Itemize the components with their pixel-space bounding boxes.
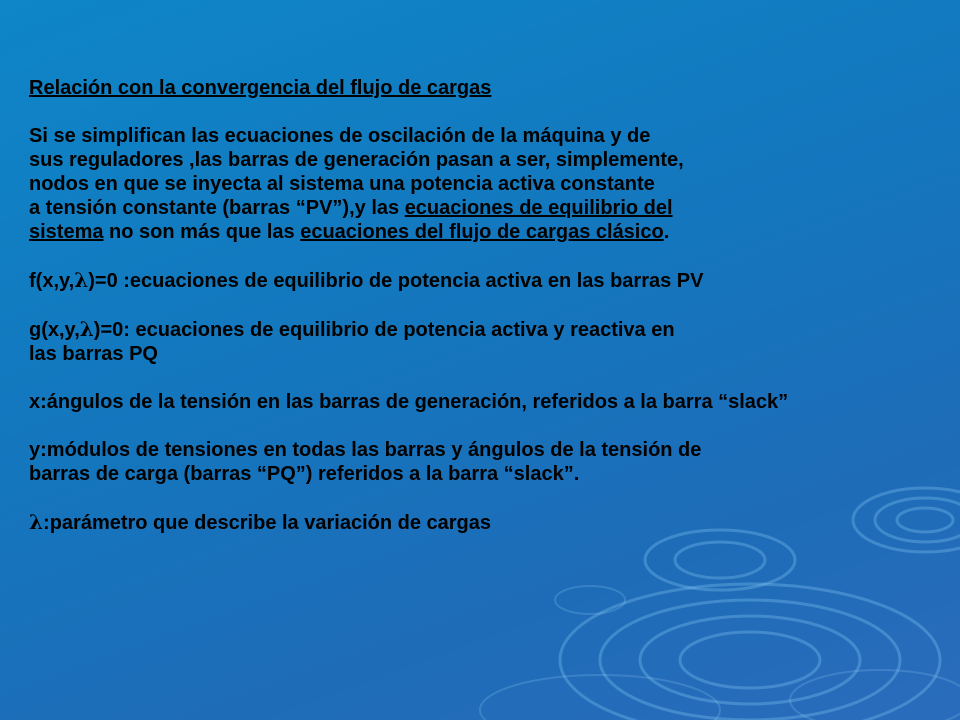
y-definition: y:módulos de tensiones en todas las barras y ángulos de la tensión de barras de carga (barras “PQ”) referidos a la barra “slack”. — [29, 439, 702, 485]
x-definition: x:ángulos de la tensión en las barras de generación, referidos a la barra “slack” — [29, 391, 789, 413]
link-ecuaciones-equilibrio[interactable]: ecuaciones de equilibrio del — [404, 197, 673, 219]
link-flujo-cargas[interactable]: ecuaciones del flujo de cargas clásico — [300, 221, 664, 243]
link-sistema[interactable]: sistema — [29, 221, 104, 243]
g-equation: g(x,y,λ)=0: ecuaciones de equilibrio de potencia activa y reactiva en las barras PQ — [29, 317, 675, 365]
slide-title: Relación con la convergencia del flujo de cargas — [29, 77, 492, 99]
lambda-definition: λ:parámetro que describe la variación de cargas — [29, 510, 491, 534]
slide-body — [29, 76, 939, 535]
f-equation: f(x,y,λ)=0 :ecuaciones de equilibrio de potencia activa en las barras PV — [29, 268, 704, 292]
intro-paragraph: Si se simplifican las ecuaciones de oscilación de la máquina y de sus reguladores ,las barras de generación pasan a ser, simplemente, nodos en que se inyecta al sistema una potencia activa constante a tensión constante (barras “PV”),y las ecuaciones de equilibrio del sistema no son más que las ecuaciones del flujo de cargas clásico. — [29, 125, 684, 243]
